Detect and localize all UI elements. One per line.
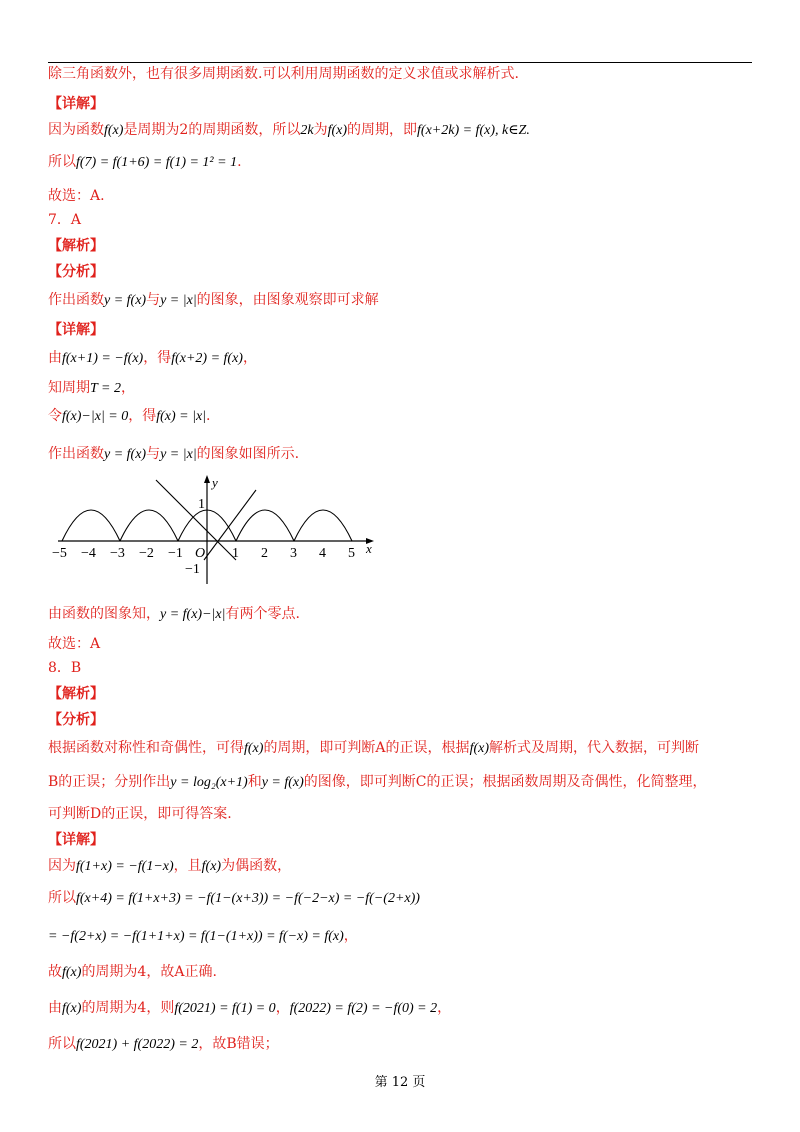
section-heading: 【分析】 — [48, 712, 104, 728]
text-line: 根据函数对称性和奇偶性，可得f(x)的周期，即可判断A的正误，根据f(x)解析式及周期，代入数据，可判断 — [48, 740, 699, 756]
x-tick-label: O — [195, 546, 206, 561]
text-line: 令f(x)−|x| = 0，得f(x) = |x|. — [48, 408, 211, 424]
x-tick-labels — [52, 546, 355, 561]
text-line: 所以f(2021) + f(2022) = 2，故B错误； — [48, 1036, 279, 1052]
text-line: 因为函数f(x)是周期为2的周期函数，所以2k为f(x)的周期，即f(x+2k) = f(x), k∈Z. — [48, 122, 530, 138]
text-line: 由f(x+1) = −f(x)，得f(x+2) = f(x)， — [48, 350, 257, 366]
text-line: 所以f(x+4) = f(1+x+3) = −f(1−(x+3)) = −f(−2−x) = −f(−(2+x)) — [48, 890, 420, 906]
header-rule — [48, 62, 752, 63]
x-tick-label: 2 — [261, 546, 268, 561]
text-line: 除三角函数外，也有很多周期函数.可以利用周期函数的定义求值或求解析式. — [48, 66, 519, 82]
text-line: 由f(x)的周期为4，则f(2021) = f(1) = 0，f(2022) = f(2) = −f(0) = 2， — [48, 1000, 452, 1016]
graph-arc — [236, 510, 294, 541]
graph-arc — [62, 510, 120, 541]
text-line: 可判断D的正误，即可得答案. — [48, 806, 232, 822]
text-line: 知周期T = 2， — [48, 380, 135, 396]
text-line: 由函数的图象知，y = f(x)−|x|有两个零点. — [48, 606, 300, 622]
section-heading: 【详解】 — [48, 322, 104, 338]
abs-line-right — [204, 490, 256, 560]
section-heading: 【分析】 — [48, 264, 104, 280]
text-line: = −f(2+x) = −f(1+1+x) = f(1−(1+x)) = f(−x) = f(x)， — [48, 928, 358, 944]
x-tick-label: 1 — [232, 546, 239, 561]
y-tick-label-neg1: −1 — [185, 562, 200, 577]
x-tick-label: −1 — [168, 546, 183, 561]
text-line: B的正误；分别作出y = log₂(x+1)和y = f(x)的图像，即可判断C的正误；根据函数周期及奇偶性，化简整理， — [48, 774, 707, 790]
section-heading: 【详解】 — [48, 832, 104, 848]
section-heading: 【解析】 — [48, 686, 104, 702]
function-graph — [48, 472, 388, 590]
x-tick-label: −5 — [52, 546, 67, 561]
answer-line: 故选：A. — [48, 188, 105, 204]
y-axis-label: y — [212, 475, 218, 490]
x-axis-label: x — [366, 541, 372, 556]
x-tick-label: 5 — [348, 546, 355, 561]
x-tick-label: −3 — [110, 546, 125, 561]
x-tick-label: −4 — [81, 546, 96, 561]
y-tick-label-1: 1 — [198, 497, 205, 512]
page-footer: 第 12 页 — [374, 1075, 426, 1090]
question-number: 7．A — [48, 212, 82, 228]
answer-line: 故选：A — [48, 636, 101, 652]
text-line: 因为f(1+x) = −f(1−x)，且f(x)为偶函数， — [48, 858, 292, 874]
question-number: 8．B — [48, 660, 82, 676]
text-line: 所以f(7) = f(1+6) = f(1) = 1² = 1. — [48, 154, 242, 170]
x-tick-label: −2 — [139, 546, 154, 561]
text-line: 故f(x)的周期为4，故A正确. — [48, 964, 217, 980]
section-heading: 【详解】 — [48, 96, 104, 112]
graph-arc — [294, 510, 352, 541]
section-heading: 【解析】 — [48, 238, 104, 254]
graph-arc — [120, 510, 178, 541]
text-line: 作出函数y = f(x)与y = |x|的图象如图所示. — [48, 446, 300, 462]
x-tick-label: 4 — [319, 546, 326, 561]
y-axis-arrow — [204, 475, 210, 483]
text-line: 作出函数y = f(x)与y = |x|的图象，由图象观察即可求解 — [48, 292, 379, 308]
x-tick-label: 3 — [290, 546, 297, 561]
